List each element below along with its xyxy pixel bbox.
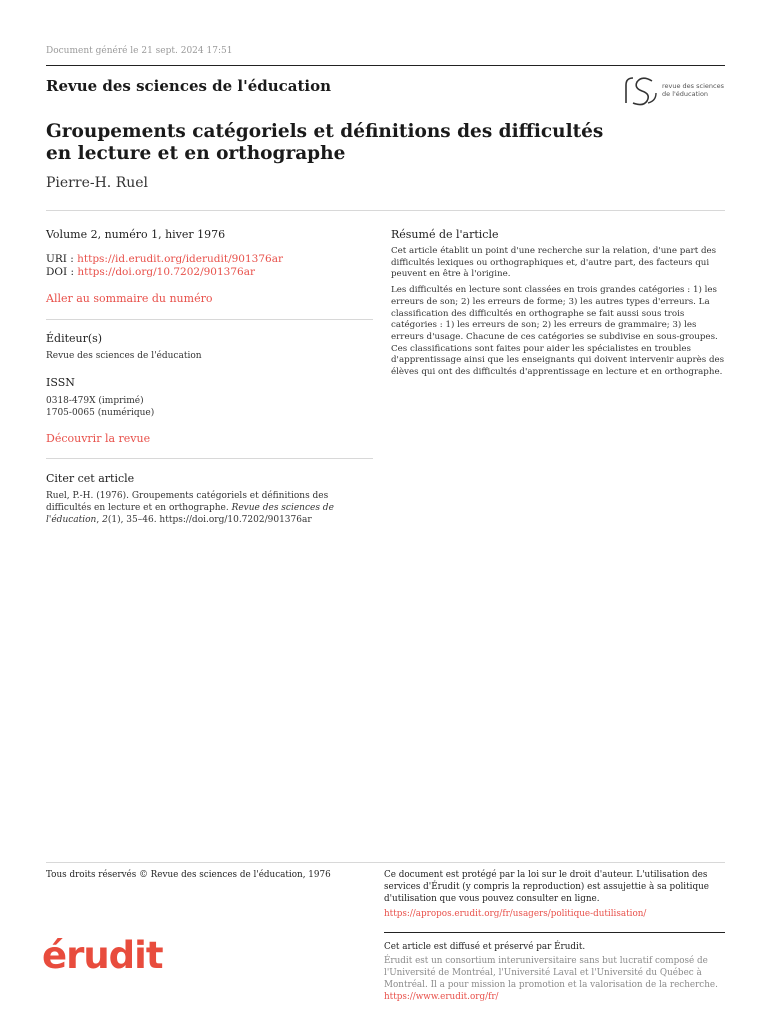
protege-text: Ce document est protégé par la loi sur le droit d'auteur. L'utilisation des services d'Érudit (y compris la reproduction) est assujettie à sa politique d'utilisation que vous pouvez consulter en ligne.: [384, 870, 709, 904]
copyright: Tous droits réservés © Revue des sciences de l'éducation, 1976: [46, 870, 331, 880]
issn-heading: ISSN: [46, 376, 75, 389]
consortium-info: [384, 955, 724, 1003]
citation: [46, 490, 371, 526]
policy-link[interactable]: https://apropos.erudit.org/fr/usagers/politique-dutilisation/: [384, 909, 647, 919]
copyright-notice: [384, 869, 719, 920]
citation-prefix: Ruel, P.-H. (1976). Groupements catégoriels et définitions des difficultés en lecture et en orthographe.: [46, 491, 329, 513]
erudit-logo: érudit: [42, 934, 163, 977]
generated-date: Document généré le 21 sept. 2024 17:51: [46, 46, 233, 56]
citation-volume: 2: [102, 515, 108, 525]
diffuse-text: Cet article est diffusé et préservé par Érudit.: [384, 942, 586, 952]
article-author: Pierre-H. Ruel: [46, 175, 149, 191]
volume-info: Volume 2, numéro 1, hiver 1976: [46, 228, 226, 241]
journal-name: Revue des sciences de l'éducation: [46, 77, 332, 95]
header-rule: [46, 65, 725, 66]
identifiers: [46, 253, 283, 279]
citation-suffix: (1), 35–46. https://doi.org/10.7202/901376ar: [107, 515, 312, 525]
issn-print: 0318-479X (imprimé): [46, 396, 144, 406]
logo-line-1: revue des sciences: [662, 82, 724, 90]
resume-paragraph-1: Cet article établit un point d'une recherche sur la relation, d'une part des difficultés lexiques ou orthographiques et, d'autre part, des facteurs qui peuvent en être à l'origine.: [391, 246, 717, 280]
citer-heading: Citer cet article: [46, 472, 135, 485]
doi-label: DOI :: [46, 266, 78, 278]
erudit-link[interactable]: https://www.erudit.org/fr/: [384, 992, 499, 1002]
resume-paragraph-2: Les difficultés en lecture sont classées en trois grandes catégories : 1) les erreurs de son; 2) les erreurs de forme; 3) les autres types d'erreurs. La classification des difficultés en orthographe se fait aussi sous trois catégories : 1) les erreurs de son; 2) les erreurs de grammaire; 3) les erreurs d'usage. Chacune de ces catégories se subdivise en sous-groupes. Ces classifications sont faites pour aider les spécialistes en troubles d'apprentissage ainsi que les enseignants qui doivent intervenir auprès des élèves qui ont des difficultés d'apprentissage en lecture et en orthographe.: [391, 285, 725, 378]
doi-link[interactable]: https://doi.org/10.7202/901376ar: [77, 266, 255, 278]
uri-label: URI :: [46, 253, 78, 265]
logo-line-2: de l'éducation: [662, 90, 709, 98]
issn-values: [46, 395, 154, 419]
divider: [46, 458, 373, 459]
divider: [46, 319, 373, 320]
rse-logo-icon: [620, 73, 660, 109]
rse-logo: [620, 73, 730, 109]
sommaire-link[interactable]: Aller au sommaire du numéro: [46, 292, 213, 305]
decouvrir-link[interactable]: Découvrir la revue: [46, 432, 151, 445]
footer-rule: [384, 932, 725, 933]
consortium-text: Érudit est un consortium interuniversitaire sans but lucratif composé de l'Université de Montréal, l'Université Laval et l'Université du Québec à Montréal. Il a pour mission la promotion et la valorisation de la recherche.: [384, 956, 718, 990]
citation-journal: Revue des sciences de l'éducation: [46, 503, 334, 525]
issn-digital: 1705-0065 (numérique): [46, 408, 155, 418]
footer-divider: [46, 862, 725, 863]
resume-heading: Résumé de l'article: [391, 228, 499, 241]
editeur-value: Revue des sciences de l'éducation: [46, 351, 202, 361]
article-title: Groupements catégoriels et définitions des difficultés en lecture et en orthographe: [46, 121, 604, 164]
citation-sep: ,: [96, 515, 103, 525]
resume-text: [391, 246, 726, 383]
editeur-heading: Éditeur(s): [46, 332, 103, 345]
uri-link[interactable]: https://id.erudit.org/iderudit/901376ar: [77, 253, 283, 265]
divider: [46, 210, 725, 211]
